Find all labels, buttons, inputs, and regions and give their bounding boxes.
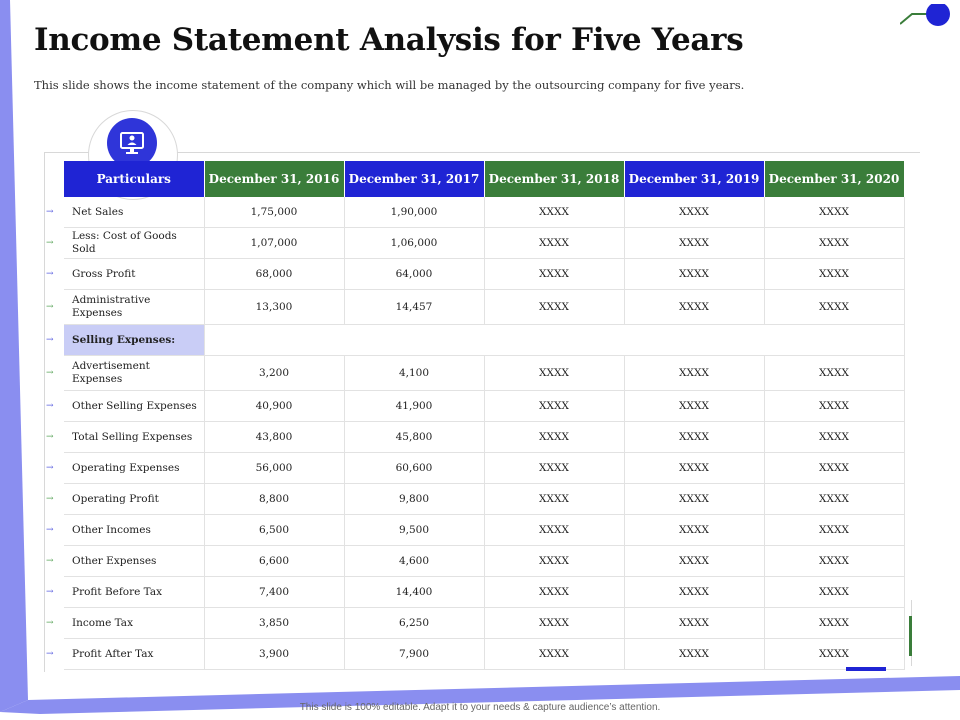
slide-footer: This slide is 100% editable. Adapt it to your needs & capture audience’s attention. (299, 702, 661, 713)
cell-value: XXXX (624, 356, 764, 391)
column-header-2017: December 31, 2017 (344, 161, 484, 197)
cell-value: XXXX (484, 356, 624, 391)
cell-value: XXXX (624, 515, 764, 546)
cell-value: XXXX (484, 391, 624, 422)
cell-value: 6,500 (204, 515, 344, 546)
row-bullet-arrow-icon: → (46, 649, 54, 659)
cell-value: 45,800 (344, 422, 484, 453)
cell-value: XXXX (764, 422, 904, 453)
cell-value: 13,300 (204, 290, 344, 325)
cell-value: 4,100 (344, 356, 484, 391)
bottom-blue-accent (846, 667, 886, 671)
cell-value: XXXX (764, 515, 904, 546)
cell-value: XXXX (624, 484, 764, 515)
cell-value: XXXX (484, 515, 624, 546)
row-label: Profit After Tax (64, 639, 204, 670)
cell-value: XXXX (484, 484, 624, 515)
card-left-border (44, 152, 45, 672)
cell-value: XXXX (484, 290, 624, 325)
row-bullet-arrow-icon: → (46, 302, 54, 312)
row-bullet-arrow-icon: → (46, 618, 54, 628)
page-subtitle: This slide shows the income statement of the company which will be managed by the outsourcing company for five years. (34, 78, 745, 92)
cell-value: XXXX (764, 608, 904, 639)
cell-value: XXXX (484, 639, 624, 670)
column-header-2019: December 31, 2019 (624, 161, 764, 197)
cell-value: XXXX (764, 484, 904, 515)
cell-value: 9,800 (344, 484, 484, 515)
cell-value: XXXX (484, 422, 624, 453)
income-statement-table (64, 161, 905, 670)
row-bullet-arrow-icon: → (46, 335, 54, 345)
section-empty-cell (204, 325, 904, 356)
cell-value: 60,600 (344, 453, 484, 484)
cell-value: 14,457 (344, 290, 484, 325)
cell-value: 43,800 (204, 422, 344, 453)
row-bullet-arrow-icon: → (46, 525, 54, 535)
cell-value: 3,850 (204, 608, 344, 639)
table-row (64, 356, 904, 391)
row-label: Profit Before Tax (64, 577, 204, 608)
row-bullet-arrow-icon: → (46, 432, 54, 442)
row-bullet-arrow-icon: → (46, 463, 54, 473)
cell-value: 1,75,000 (204, 197, 344, 228)
table-row (64, 577, 904, 608)
row-label: Other Incomes (64, 515, 204, 546)
cell-value: 8,800 (204, 484, 344, 515)
cell-value: 56,000 (204, 453, 344, 484)
row-bullet-arrow-icon: → (46, 238, 54, 248)
cell-value: XXXX (484, 453, 624, 484)
row-label: Other Expenses (64, 546, 204, 577)
row-bullet-arrow-icon: → (46, 587, 54, 597)
cell-value: 4,600 (344, 546, 484, 577)
cell-value: XXXX (764, 639, 904, 670)
row-label: Less: Cost of Goods Sold (64, 228, 204, 259)
right-green-accent (909, 616, 912, 656)
row-label-line: Administrative (72, 294, 151, 306)
row-bullet-arrow-icon: → (46, 207, 54, 218)
table-section-row (64, 325, 904, 356)
page-title: Income Statement Analysis for Five Years (34, 22, 744, 58)
cell-value: 3,200 (204, 356, 344, 391)
column-header-particulars: Particulars (64, 161, 204, 197)
table-row (64, 259, 904, 290)
cell-value: XXXX (624, 546, 764, 577)
cell-value: 1,07,000 (204, 228, 344, 259)
column-header-2020: December 31, 2020 (764, 161, 904, 197)
table-row (64, 290, 904, 325)
row-label (64, 290, 204, 325)
cell-value: XXXX (764, 290, 904, 325)
cell-value: XXXX (624, 228, 764, 259)
row-label (64, 356, 204, 391)
cell-value: XXXX (764, 259, 904, 290)
row-bullet-arrow-icon: → (46, 269, 54, 279)
cell-value: XXXX (484, 197, 624, 228)
cell-value: 40,900 (204, 391, 344, 422)
row-label: Operating Profit (64, 484, 204, 515)
cell-value: XXXX (764, 356, 904, 391)
table-row (64, 484, 904, 515)
row-bullet-arrow-icon: → (46, 556, 54, 566)
table-row (64, 422, 904, 453)
frame-left-bar (0, 0, 28, 712)
row-label: Net Sales (64, 197, 204, 228)
row-label: Total Selling Expenses (64, 422, 204, 453)
cell-value: XXXX (764, 453, 904, 484)
row-label: Income Tax (64, 608, 204, 639)
cell-value: 3,900 (204, 639, 344, 670)
cell-value: 41,900 (344, 391, 484, 422)
cell-value: 1,06,000 (344, 228, 484, 259)
table-row (64, 197, 904, 228)
cell-value: 68,000 (204, 259, 344, 290)
cell-value: XXXX (624, 608, 764, 639)
cell-value: XXXX (764, 391, 904, 422)
cell-value: 1,90,000 (344, 197, 484, 228)
table-row (64, 546, 904, 577)
table-row (64, 608, 904, 639)
cell-value: XXXX (764, 197, 904, 228)
cell-value: XXXX (624, 391, 764, 422)
row-label-line: Expenses (72, 373, 123, 385)
row-bullet-arrow-icon: → (46, 368, 54, 378)
cell-value: XXXX (764, 546, 904, 577)
row-label: Gross Profit (64, 259, 204, 290)
cell-value: XXXX (764, 577, 904, 608)
cell-value: 7,900 (344, 639, 484, 670)
section-label-selling-expenses: Selling Expenses: (64, 325, 204, 356)
cell-value: XXXX (764, 228, 904, 259)
cell-value: XXXX (624, 290, 764, 325)
column-header-2016: December 31, 2016 (204, 161, 344, 197)
table-row (64, 515, 904, 546)
cell-value: 6,600 (204, 546, 344, 577)
table-row (64, 453, 904, 484)
cell-value: XXXX (624, 577, 764, 608)
cell-value: XXXX (624, 197, 764, 228)
cell-value: 7,400 (204, 577, 344, 608)
cell-value: 14,400 (344, 577, 484, 608)
cell-value: XXXX (624, 639, 764, 670)
cell-value: XXXX (624, 259, 764, 290)
table-header-row (64, 161, 904, 197)
table-row (64, 228, 904, 259)
row-bullet-arrow-icon: → (46, 401, 54, 411)
row-label-line: Expenses (72, 307, 123, 319)
column-header-2018: December 31, 2018 (484, 161, 624, 197)
top-right-decoration (900, 4, 960, 32)
cell-value: XXXX (484, 546, 624, 577)
row-bullet-arrow-icon: → (46, 494, 54, 504)
cell-value: XXXX (484, 259, 624, 290)
table-row (64, 391, 904, 422)
row-label: Operating Expenses (64, 453, 204, 484)
cell-value: 64,000 (344, 259, 484, 290)
cell-value: XXXX (624, 453, 764, 484)
cell-value: 9,500 (344, 515, 484, 546)
cell-value: XXXX (484, 608, 624, 639)
row-label: Other Selling Expenses (64, 391, 204, 422)
cell-value: XXXX (624, 422, 764, 453)
cell-value: XXXX (484, 228, 624, 259)
row-label-line: Advertisement (72, 360, 150, 372)
table-row (64, 639, 904, 670)
cell-value: 6,250 (344, 608, 484, 639)
cell-value: XXXX (484, 577, 624, 608)
